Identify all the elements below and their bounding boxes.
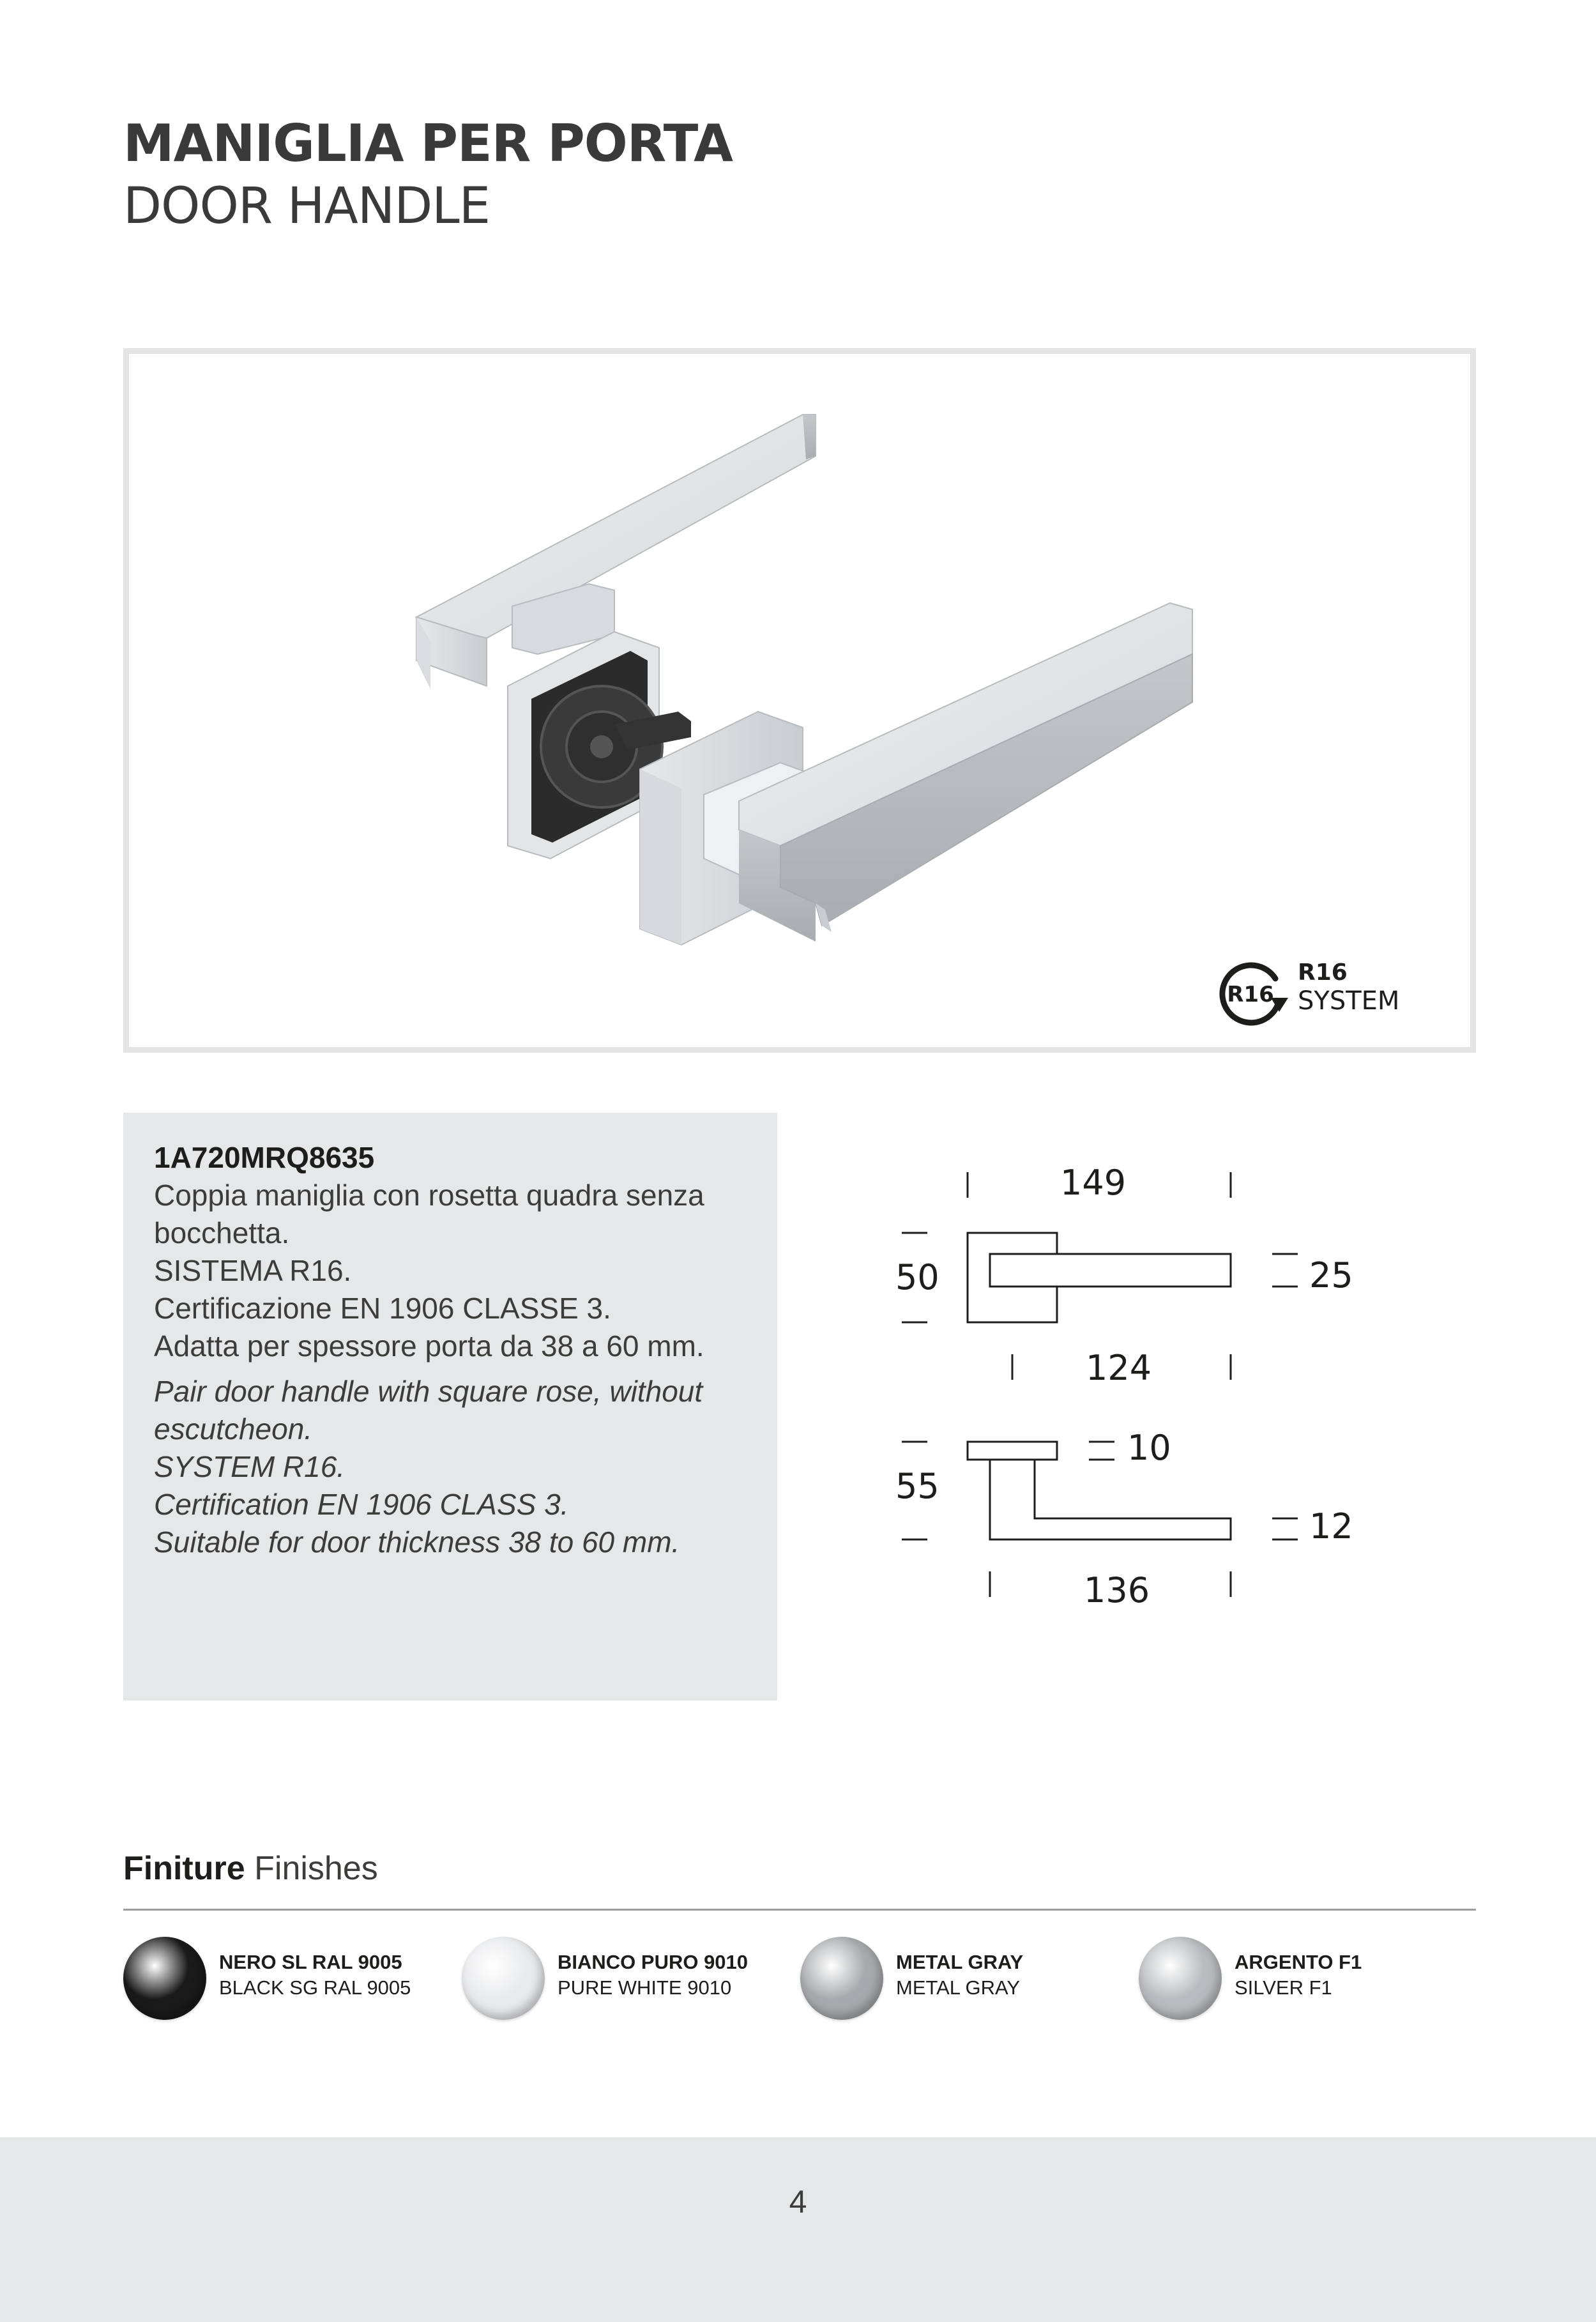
description-en-line: Pair door handle with square rose, without: [154, 1375, 703, 1408]
finish-name-en: METAL GRAY: [896, 1976, 1021, 1999]
r16-logo-line1: R16: [1298, 959, 1348, 986]
finish-name-en: BLACK SG RAL 9005: [219, 1976, 411, 1999]
door-handle-illustration: [129, 354, 1470, 1047]
dim-10: 10: [1127, 1428, 1171, 1468]
dim-25: 25: [1309, 1255, 1353, 1295]
finish-name-it: ARGENTO F1: [1235, 1951, 1362, 1973]
r16-logo-line2: SYSTEM: [1298, 986, 1400, 1016]
finish-label-silver: [1235, 1950, 1362, 2001]
swatch-silver: [1139, 1937, 1222, 2020]
dim-124: 124: [1086, 1348, 1152, 1388]
swatch-metal-gray: [800, 1937, 883, 2020]
finish-name-it: METAL GRAY: [896, 1951, 1024, 1973]
page-footer: [0, 2137, 1596, 2322]
description-en: [154, 1373, 747, 1561]
description-en-line: escutcheon.: [154, 1412, 313, 1446]
description-en-line: Certification EN 1906 CLASS 3.: [154, 1488, 569, 1521]
swatch-white: [462, 1937, 545, 2020]
finishes-divider: [123, 1909, 1476, 1911]
r16-system-logo: [1215, 954, 1483, 1044]
dim-149: 149: [1060, 1163, 1127, 1203]
dim-12: 12: [1309, 1506, 1353, 1547]
dim-50: 50: [895, 1257, 939, 1297]
description-en-line: SYSTEM R16.: [154, 1450, 346, 1483]
finishes-title-it: Finiture: [123, 1850, 245, 1887]
product-description-box: [123, 1113, 777, 1700]
product-code: 1A720MRQ8635: [154, 1141, 375, 1174]
description-it-line: Certificazione EN 1906 CLASSE 3.: [154, 1292, 611, 1325]
description-it-line: SISTEMA R16.: [154, 1254, 352, 1287]
finish-label-black: [219, 1950, 411, 2001]
swatch-black: [123, 1937, 206, 2020]
dim-55: 55: [895, 1466, 939, 1506]
finish-name-it: BIANCO PURO 9010: [558, 1951, 749, 1973]
dim-136: 136: [1084, 1570, 1150, 1610]
r16-badge-text: R16: [1227, 982, 1274, 1007]
finishes-title-en: Finishes: [254, 1850, 378, 1887]
page-subtitle: DOOR HANDLE: [123, 178, 490, 235]
description-en-line: Suitable for door thickness 38 to 60 mm.: [154, 1525, 680, 1559]
description-it-line: bocchetta.: [154, 1216, 290, 1249]
description-it-line: Coppia maniglia con rosetta quadra senza: [154, 1179, 704, 1212]
product-image-frame: [123, 348, 1476, 1053]
dimension-drawing: [875, 1137, 1386, 1623]
finish-name-en: PURE WHITE 9010: [558, 1976, 732, 1999]
description-it-line: Adatta per spessore porta da 38 a 60 mm.: [154, 1329, 704, 1363]
finish-name-en: SILVER F1: [1235, 1976, 1332, 1999]
page-title: MANIGLIA PER PORTA: [123, 114, 733, 173]
finish-name-it: NERO SL RAL 9005: [219, 1951, 402, 1973]
finish-label-white: [558, 1950, 748, 2001]
description-it: [154, 1177, 747, 1365]
finish-label-metal-gray: [896, 1950, 1023, 2001]
finishes-heading: [123, 1849, 378, 1888]
page-number: 4: [789, 2184, 807, 2220]
r16-rotation-icon: [1215, 954, 1291, 1031]
